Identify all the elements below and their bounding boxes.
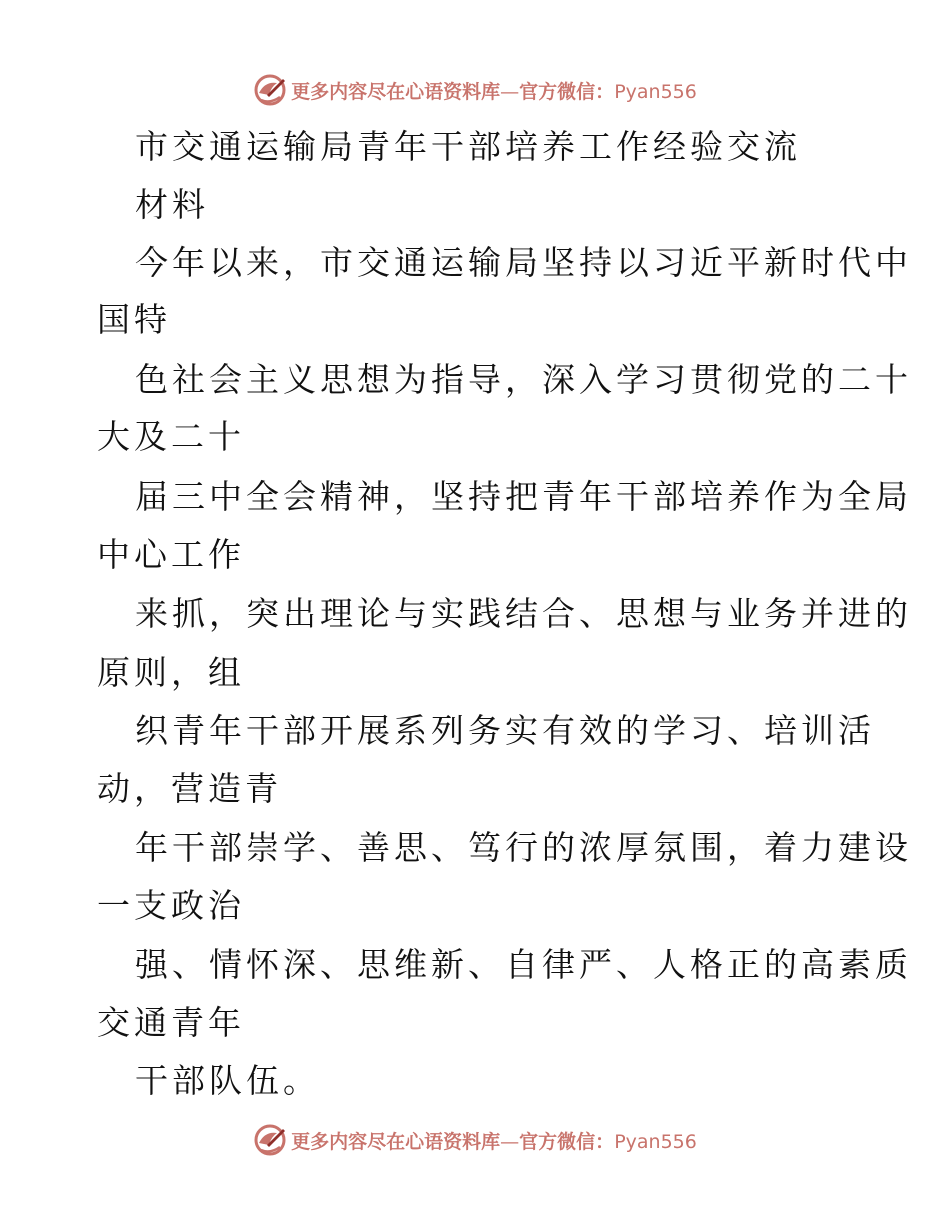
banner-separator: — xyxy=(500,1130,520,1153)
body-line: 来抓，突出理论与实践结合、思想与业务并进的 xyxy=(135,594,912,633)
body-line: 动，营造青 xyxy=(97,769,282,808)
body-line: 届三中全会精神，坚持把青年干部培养作为全局 xyxy=(135,477,912,516)
footer-banner xyxy=(0,1120,950,1160)
banner-text xyxy=(291,1127,697,1154)
banner-separator: — xyxy=(500,80,520,103)
pen-logo-icon xyxy=(253,1123,287,1157)
body-line: 今年以来，市交通运输局坚持以习近平新时代中 xyxy=(135,243,912,282)
banner-wechat-label: 官方微信： xyxy=(519,1130,615,1153)
title-line-1: 市交通运输局青年干部培养工作经验交流 xyxy=(135,127,801,166)
banner-wechat-handle: Pyan556 xyxy=(614,80,697,103)
banner-main-text: 更多内容尽在心语资料库 xyxy=(291,1130,501,1153)
body-line: 原则，组 xyxy=(97,653,245,692)
title-line-2: 材料 xyxy=(135,185,209,224)
body-line: 干部队伍。 xyxy=(135,1061,320,1100)
banner-wechat-handle: Pyan556 xyxy=(614,1130,697,1153)
banner-main-text: 更多内容尽在心语资料库 xyxy=(291,80,501,103)
body-line: 强、情怀深、思维新、自律严、人格正的高素质 xyxy=(135,945,912,984)
body-line: 年干部崇学、善思、笃行的浓厚氛围，着力建设 xyxy=(135,828,912,867)
body-line: 交通青年 xyxy=(97,1003,245,1042)
banner-text xyxy=(291,77,697,104)
banner-wechat-label: 官方微信： xyxy=(519,80,615,103)
body-line: 中心工作 xyxy=(97,535,245,574)
body-line: 一支政治 xyxy=(97,886,245,925)
header-banner xyxy=(0,70,950,110)
body-line: 国特 xyxy=(97,300,171,339)
body-line: 大及二十 xyxy=(97,417,245,456)
body-line: 织青年干部开展系列务实有效的学习、培训活 xyxy=(135,711,875,750)
pen-logo-icon xyxy=(253,73,287,107)
body-line: 色社会主义思想为指导，深入学习贯彻党的二十 xyxy=(135,360,912,399)
